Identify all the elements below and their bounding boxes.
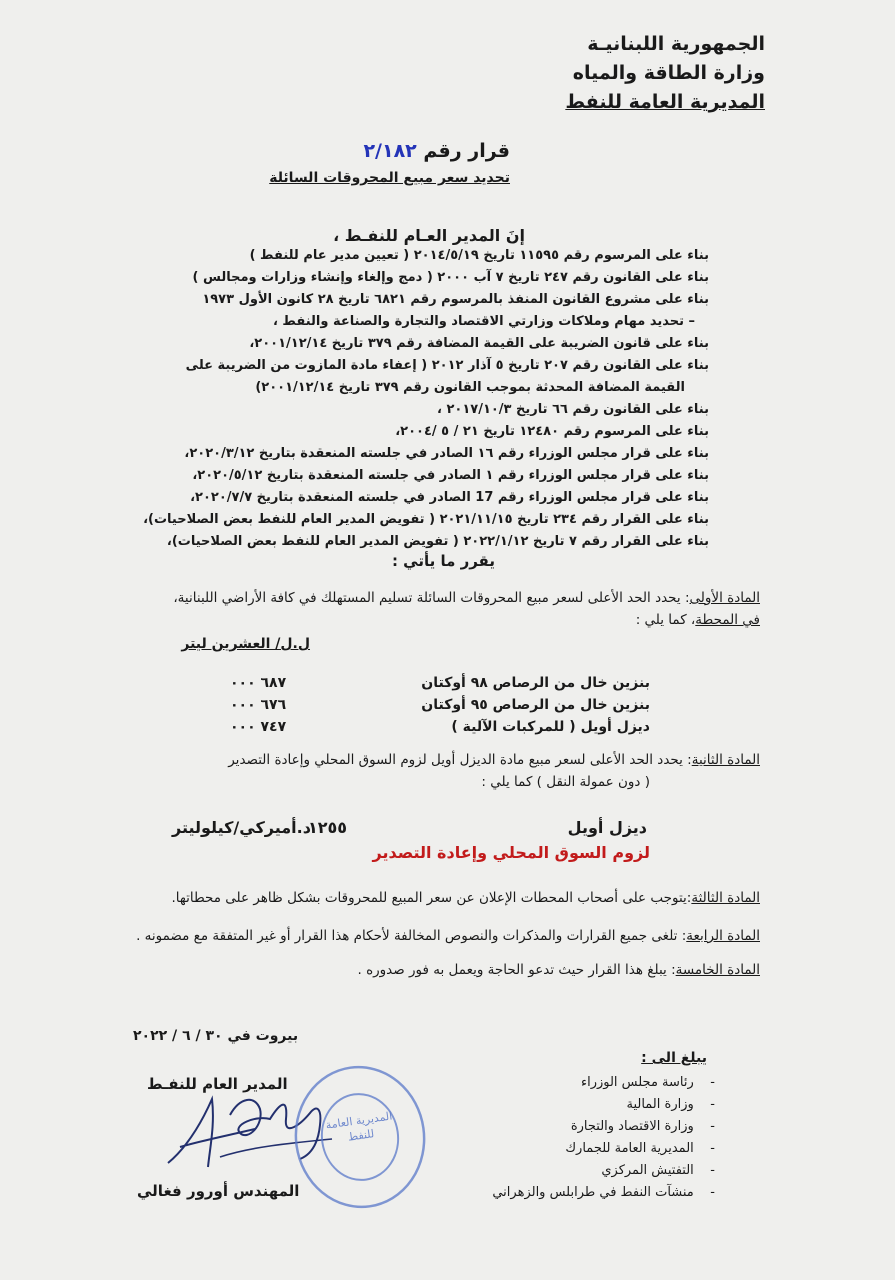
cc-item-text: التفتيش المركزي (601, 1163, 694, 1178)
consideration-line: بناء على مشروع القانون المنفذ بالمرسوم رقم ٦٨٢١ تاريخ ٢٨ كانون الأول ١٩٧٣ (202, 292, 709, 307)
article-5-label: المادة الخامسة (675, 962, 760, 978)
article-1-line (173, 590, 760, 606)
article-3-line (171, 890, 760, 906)
article-4-text: : تلغى جميع القرارات والمذكرات والنصوص المخالفة لأحكام هذا القرار أو غير المتفقة مع مضمونه . (136, 928, 687, 944)
diesel-unit: د.أميركي/كيلوليتر (172, 818, 311, 837)
consideration-line: بناء على قرار مجلس الوزراء رقم ١ الصادر في جلسته المنعقدة بتاريخ ٢٠٢٠/٥/١٢، (192, 468, 709, 483)
cc-item: - التفتيش المركزي (601, 1163, 715, 1178)
article-2-text: : يحدد الحد الأعلى لسعر مبيع مادة الديزل أويل لزوم السوق المحلي وإعادة التصدير (228, 752, 692, 768)
diesel-product: ديزل أويل (567, 818, 647, 837)
price-item-value: ٦٨٧ ٠٠٠ (230, 675, 287, 691)
signatory-name: المهندس أورور فغالي (137, 1182, 300, 1200)
article-3-text: :يتوجب على أصحاب المحطات الإعلان عن سعر المبيع للمحروقات بشكل ظاهر على محطاتها. (171, 890, 692, 906)
decision-subject: تحديد سعر مبيع المحروقات السائلة (269, 170, 510, 186)
article-1-text: : يحدد الحد الأعلى لسعر مبيع المحروقات السائلة تسليم المستهلك في كافة الأراضي اللبنانية، (173, 590, 690, 606)
decides-line: يقرر ما يأتي : (391, 552, 495, 570)
cc-item: - وزارة الاقتصاد والتجارة (570, 1119, 715, 1134)
article-4-line (136, 928, 760, 944)
intro-line: إنَ المدير العـام للنفـط ، (333, 226, 525, 245)
consideration-line: بناء على قرار مجلس الوزراء رقم 17 الصادر في جلسته المنعقدة بتاريخ ٢٠٢٠/٧/٧، (190, 490, 709, 505)
article-1-location: في المحطة (695, 612, 760, 628)
price-item-name: ديزل أويل ( للمركبات الآلية ) (451, 719, 650, 735)
cc-item-text: المديرية العامة للجمارك (565, 1141, 694, 1156)
consideration-line: بناء على القانون رقم ٦٦ تاريخ ٢٠١٧/١٠/٣ ، (436, 402, 709, 417)
price-item-value: ٦٧٦ ٠٠٠ (230, 697, 287, 713)
header-ministry: وزارة الطاقة والمياه (572, 62, 765, 84)
diesel-note: لزوم السوق المحلي وإعادة التصدير (372, 843, 650, 862)
article-4-label: المادة الرابعة (686, 928, 760, 944)
price-item-value: ٧٤٧ ٠٠٠ (230, 719, 287, 735)
cc-item: - رئاسة مجلس الوزراء (580, 1075, 715, 1090)
article-5-text: : يبلغ هذا القرار حيث تدعو الحاجة ويعمل به فور صدوره . (357, 962, 676, 978)
cc-item-text: رئاسة مجلس الوزراء (580, 1075, 694, 1090)
article-2-text-2: ( دون عمولة النقل ) كما يلي : (481, 774, 650, 790)
cc-item: - وزارة المالية (626, 1097, 715, 1112)
consideration-line: بناء على قانون الضريبة على القيمة المضافة رقم ٣٧٩ تاريخ ٢٠٠١/١٢/١٤، (249, 336, 709, 351)
article-5-line (357, 962, 760, 978)
consideration-line: بناء على القرار رقم ٢٣٤ تاريخ ٢٠٢١/١١/١٥ ( تفويض المدير العام للنفط بعض الصلاحيات)، (143, 512, 709, 527)
cc-item: - منشآت النفط في طرابلس والزهراني (492, 1185, 715, 1200)
cc-item-text: وزارة الاقتصاد والتجارة (570, 1119, 694, 1134)
consideration-line: بناء على القرار رقم ٧ تاريخ ٢٠٢٢/١/١٢ ( تفويض المدير العام للنفط بعض الصلاحيات)، (166, 534, 709, 549)
cc-item-text: وزارة المالية (626, 1097, 694, 1112)
price-item-name: بنزين خال من الرصاص ٩٥ أوكتان (421, 697, 650, 713)
cc-item: - المديرية العامة للجمارك (565, 1141, 715, 1156)
decision-number-value: ٢/١٨٢ (363, 140, 417, 162)
consideration-line: بناء على المرسوم رقم ١١٥٩٥ تاريخ ٢٠١٤/٥/١٩ ( تعيين مدير عام للنفط ) (249, 248, 709, 263)
consideration-line: بناء على القانون رقم ٢٠٧ تاريخ ٥ آذار ٢٠١٢ ( إعفاء مادة المازوت من الضريبة على (185, 358, 709, 373)
consideration-line: بناء على قرار مجلس الوزراء رقم ١٦ الصادر في جلسته المنعقدة بتاريخ ٢٠٢٠/٣/١٢، (184, 446, 709, 461)
article-1-label: المادة الأولى (689, 590, 760, 606)
consideration-line: – تحديد مهام وملاكات وزارتي الاقتصاد والتجارة والصناعة والنفط ، (272, 314, 695, 329)
decision-number (363, 140, 510, 162)
consideration-line: بناء على القانون رقم ٢٤٧ تاريخ ٧ آب ٢٠٠٠ ( دمج وإلغاء وإنشاء وزارات ومجالس ) (192, 270, 709, 285)
consideration-line: بناء على المرسوم رقم ١٢٤٨٠ تاريخ ٢١ / ٥ /٢٠٠٤، (395, 424, 709, 439)
stamp-inner-text: المديرية العامة للنفط (324, 1109, 394, 1144)
price-item-name: بنزين خال من الرصاص ٩٨ أوكتان (421, 675, 650, 691)
header-directorate: المديرية العامة للنفط (565, 91, 765, 113)
article-1-text-2: ، كما يلي : (635, 612, 696, 628)
article-2-label: المادة الثانية (691, 752, 760, 768)
article-2-line (228, 752, 760, 768)
price-unit-header: ل.ل/ العشرين ليتر (181, 636, 310, 652)
diesel-price: ١٢٥٥ (308, 818, 348, 837)
consideration-line: القيمة المضافة المحدثة بموجب القانون رقم ٣٧٩ تاريخ ٢٠٠١/١٢/١٤) (255, 380, 685, 395)
cc-item-text: منشآت النفط في طرابلس والزهراني (492, 1185, 694, 1200)
cc-title: يبلغ الى : (641, 1050, 707, 1066)
header-republic: الجمهورية اللبنانيـة (587, 33, 765, 55)
date-line: بيروت في ٣٠ / ٦ / ٢٠٢٢ (133, 1028, 299, 1044)
decision-number-label: قرار رقم (423, 140, 510, 162)
article-1-line-2 (636, 612, 760, 628)
article-3-label: المادة الثالثة (691, 890, 760, 906)
signature-title: المدير العام للنفـط (147, 1075, 288, 1093)
